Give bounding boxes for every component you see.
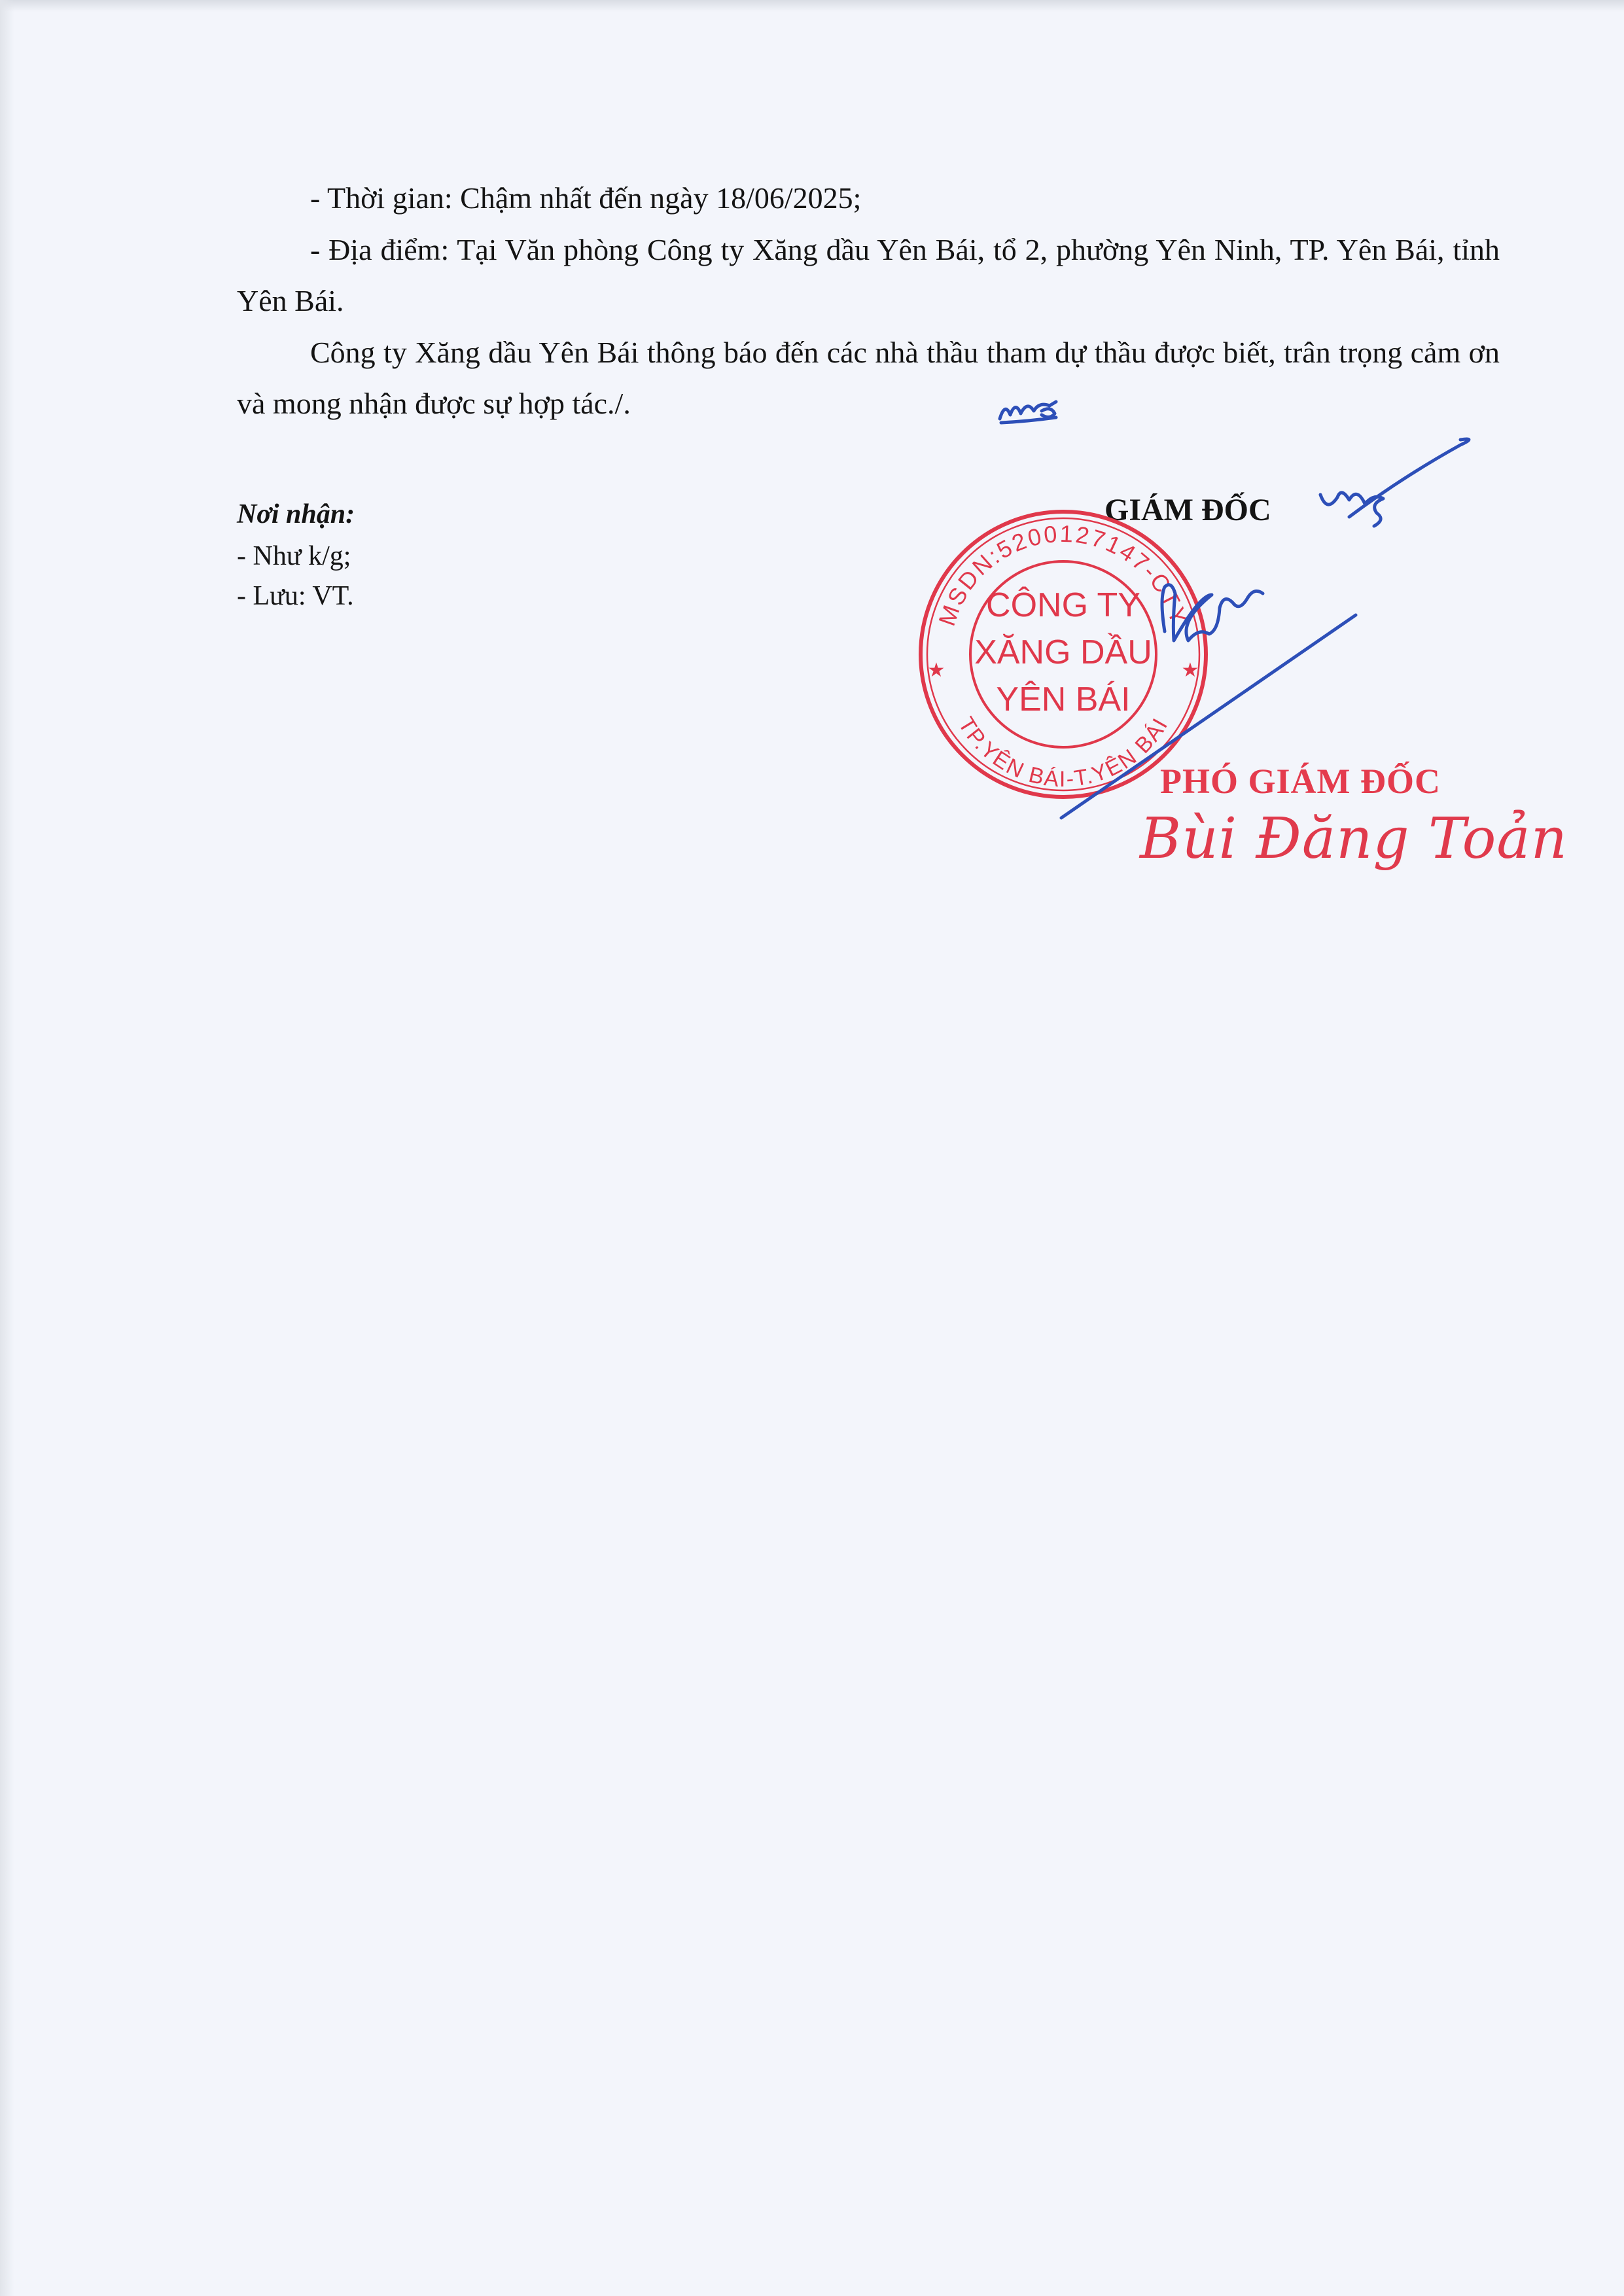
recipients-title: Nơi nhận:	[237, 499, 355, 529]
scan-edge-left	[0, 0, 14, 2296]
seal-line-2: XĂNG DẦU	[974, 633, 1152, 671]
recipient-item: - Như k/g;	[237, 541, 351, 571]
location-paragraph: - Địa điểm: Tại Văn phòng Công ty Xăng dầu Yên Bái, tổ 2, phường Yên Ninh, TP. Yên Bái, tỉnh Yên Bái.	[237, 233, 1500, 317]
director-title: GIÁM ĐỐC	[1104, 493, 1271, 527]
seal-star-right: ★	[1181, 659, 1199, 682]
recipient-item: - Lưu: VT.	[237, 581, 354, 611]
time-line: - Thời gian: Chậm nhất đến ngày 18/06/2025;	[310, 181, 862, 215]
deputy-director-title: PHÓ GIÁM ĐỐC	[1160, 762, 1441, 801]
closing-paragraph: Công ty Xăng dầu Yên Bái thông báo đến các nhà thầu tham dự thầu được biết, trân trọng cảm ơn và mong nhận được sự hợp tác./.	[237, 336, 1500, 420]
seal-ring-bottom-text: TP.YÊN BÁI-T.YÊN BÁI	[953, 713, 1173, 792]
scan-edge-top	[0, 0, 1624, 12]
signer-name: Bùi Đăng Toản	[1140, 806, 1568, 872]
seal-line-3: YÊN BÁI	[996, 680, 1131, 718]
seal-ring-top-text: MSDN:5200127147-CTY	[933, 520, 1193, 629]
company-seal	[913, 504, 1214, 805]
seal-star-left: ★	[927, 659, 945, 682]
seal-line-1: CÔNG TY	[986, 586, 1140, 624]
initials-near-title	[1320, 439, 1469, 526]
